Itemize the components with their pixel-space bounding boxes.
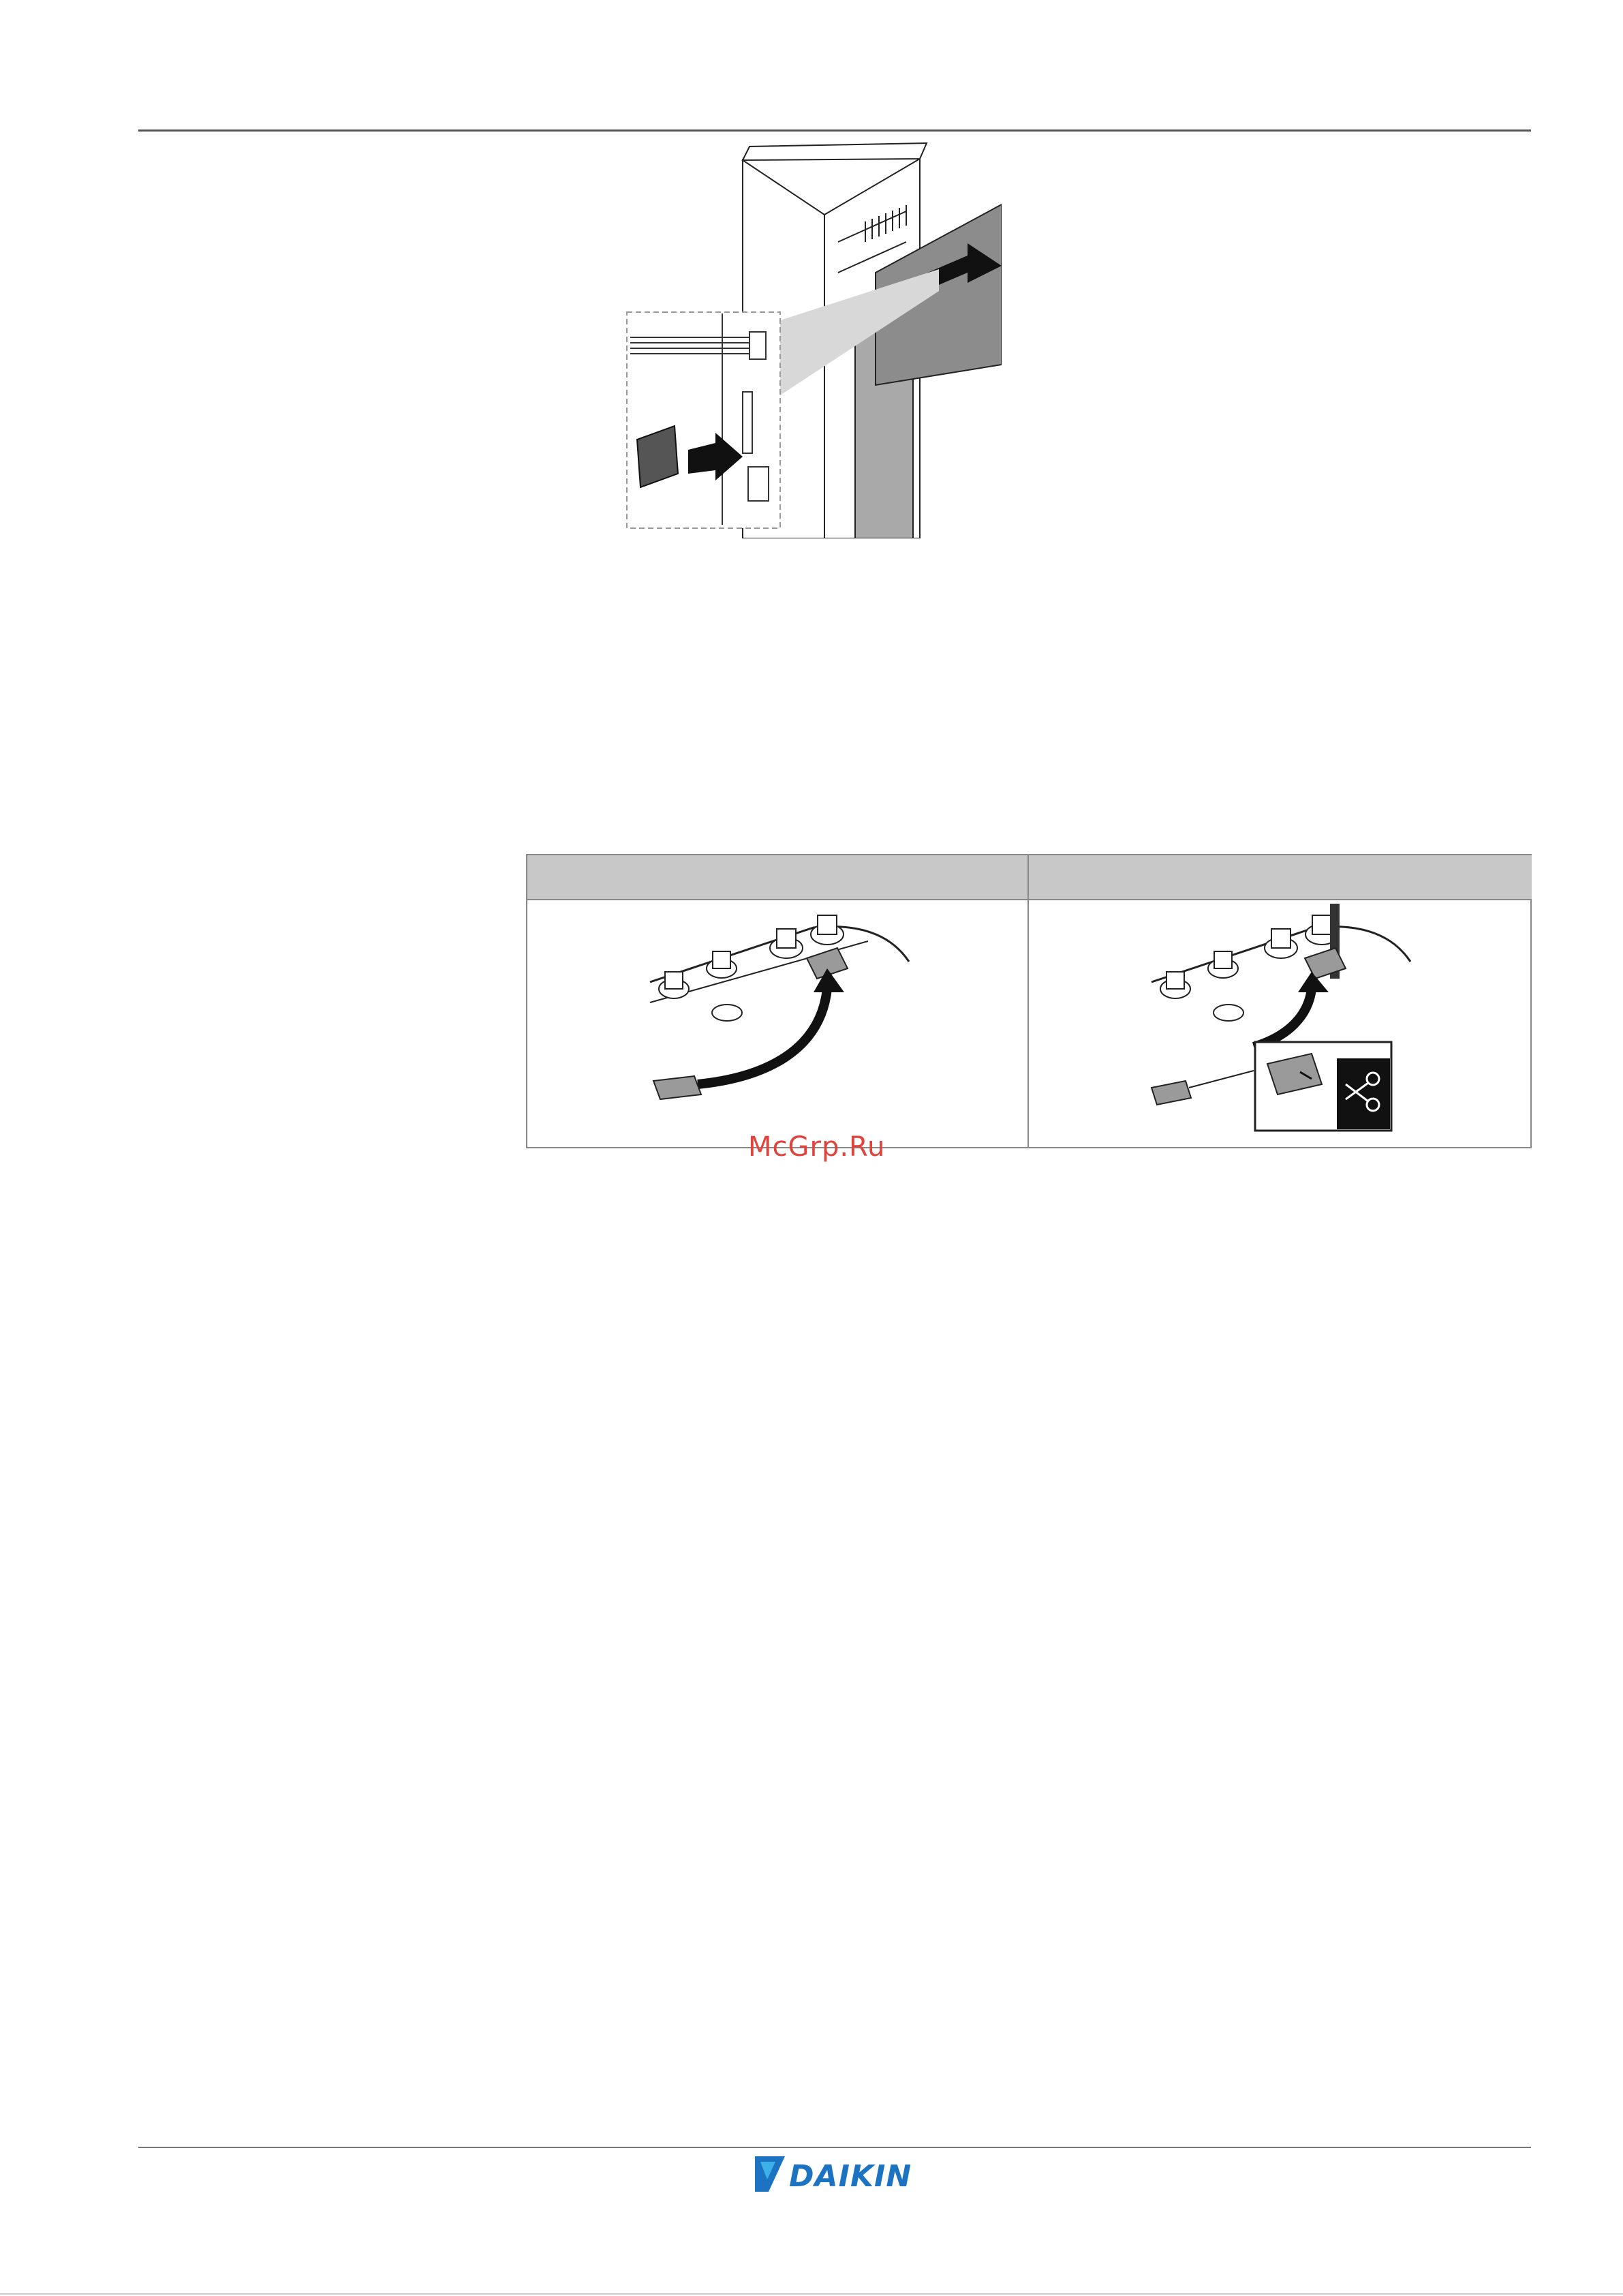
sheet-cut-diagram <box>1029 900 1532 1147</box>
daikin-logo-icon <box>755 2155 789 2193</box>
sheet-placement-diagram <box>527 900 1027 1147</box>
table-header-right <box>1029 855 1532 899</box>
unit-memory-card-illustration <box>620 140 1002 538</box>
table-header-left <box>527 855 1027 899</box>
insulation-sheet-table <box>526 854 1532 1148</box>
header-rule <box>138 129 1531 132</box>
watermark-text: McGrp.Ru <box>748 1131 886 1163</box>
footer-rule <box>138 2147 1531 2148</box>
scissors-icon <box>1337 1058 1390 1129</box>
brand-name: DAIKIN <box>789 2159 912 2194</box>
daikin-logo <box>755 2155 918 2196</box>
